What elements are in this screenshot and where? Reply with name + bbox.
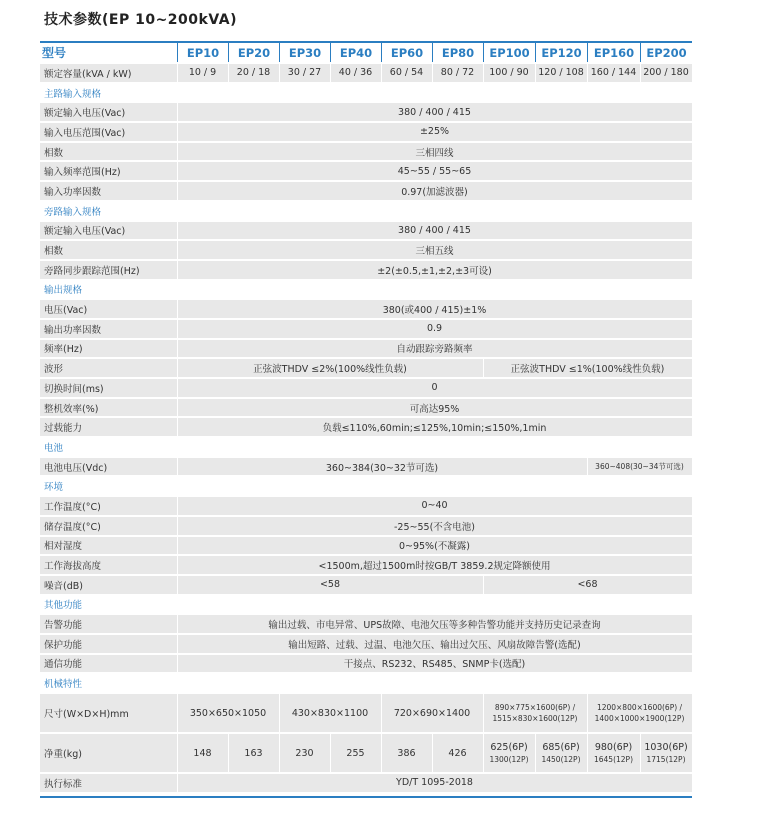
size-value: 720×690×1400 <box>381 694 483 732</box>
section-title: 其他功能 <box>40 596 692 614</box>
spec-value: 输出短路、过载、过温、电池欠压、输出过欠压、风扇故障告警(选配) <box>177 635 692 653</box>
model-ep100: EP100 <box>483 43 535 62</box>
spec-value: 正弦波THDV ≤2%(100%线性负载) <box>177 359 483 377</box>
spec-row <box>40 300 692 318</box>
spec-value: 45~55 / 55~65 <box>177 162 692 180</box>
spec-row <box>40 241 692 259</box>
model-ep120: EP120 <box>535 43 587 62</box>
capacity-value: 10 / 9 <box>177 64 228 82</box>
capacity-value: 40 / 36 <box>330 64 381 82</box>
spec-label: 切换时间(ms) <box>40 379 177 397</box>
weight-value-line: 1645(12P) <box>593 755 633 764</box>
standard-label: 执行标准 <box>40 774 177 792</box>
standard-value: YD/T 1095-2018 <box>177 774 692 792</box>
weight-value <box>535 734 587 772</box>
weight-value-line: 1300(12P) <box>489 755 529 764</box>
model-ep160: EP160 <box>587 43 640 62</box>
size-value <box>483 694 587 732</box>
spec-value: ±25% <box>177 123 692 141</box>
spec-label: 电压(Vac) <box>40 300 177 318</box>
size-value-line: 1200×800×1600(6P) / <box>596 703 683 712</box>
section-mechanical <box>40 674 692 692</box>
spec-label: 电池电压(Vdc) <box>40 458 177 476</box>
spec-value: 自动跟踪旁路频率 <box>177 340 692 358</box>
spec-table <box>40 41 692 794</box>
spec-row <box>40 379 692 397</box>
weight-value <box>483 734 535 772</box>
spec-row <box>40 103 692 121</box>
section-title: 旁路输入规格 <box>40 202 692 220</box>
section-main-input <box>40 84 692 102</box>
spec-label: 额定输入电压(Vac) <box>40 222 177 240</box>
spec-label: 输入功率因数 <box>40 182 177 200</box>
spec-row <box>40 497 692 515</box>
spec-value: 0 <box>177 379 692 397</box>
weight-value: 148 <box>177 734 228 772</box>
section-environment <box>40 477 692 495</box>
size-value <box>587 694 692 732</box>
spec-row <box>40 359 692 377</box>
spec-value: -25~55(不含电池) <box>177 517 692 535</box>
spec-label: 保护功能 <box>40 635 177 653</box>
section-output <box>40 281 692 299</box>
capacity-value: 160 / 144 <box>587 64 640 82</box>
section-battery <box>40 438 692 456</box>
section-title: 输出规格 <box>40 281 692 299</box>
bottom-rule <box>40 796 692 798</box>
spec-row <box>40 340 692 358</box>
spec-row <box>40 418 692 436</box>
size-label: 尺寸(W×D×H)mm <box>40 694 177 732</box>
spec-row <box>40 123 692 141</box>
capacity-label: 额定容量(kVA / kW) <box>40 64 177 82</box>
spec-label: 噪音(dB) <box>40 576 177 594</box>
weight-value: 426 <box>432 734 483 772</box>
spec-label: 旁路同步跟踪范围(Hz) <box>40 261 177 279</box>
model-header-row <box>40 43 692 62</box>
size-value-line: 890×775×1600(6P) / <box>494 703 576 712</box>
spec-value: 0.97(加滤波器) <box>177 182 692 200</box>
spec-row <box>40 162 692 180</box>
section-title: 电池 <box>40 438 692 456</box>
spec-label: 过载能力 <box>40 418 177 436</box>
section-title: 机械特性 <box>40 674 692 692</box>
spec-value: 正弦波THDV ≤1%(100%线性负载) <box>483 359 692 377</box>
size-value-line: 1515×830×1600(12P) <box>492 714 578 723</box>
spec-row <box>40 399 692 417</box>
size-value: 430×830×1100 <box>279 694 381 732</box>
weight-value-line: 685(6P) <box>542 742 580 753</box>
spec-label: 告警功能 <box>40 615 177 633</box>
spec-label: 整机效率(%) <box>40 399 177 417</box>
spec-label: 工作海拔高度 <box>40 556 177 574</box>
capacity-value: 200 / 180 <box>640 64 692 82</box>
spec-row <box>40 320 692 338</box>
spec-row <box>40 635 692 653</box>
spec-value: 360~408(30~34节可选) <box>587 458 692 476</box>
weight-value <box>640 734 692 772</box>
capacity-value: 100 / 90 <box>483 64 535 82</box>
spec-value: 负载≤110%,60min;≤125%,10min;≤150%,1min <box>177 418 692 436</box>
spec-label: 工作温度(°C) <box>40 497 177 515</box>
capacity-value: 30 / 27 <box>279 64 330 82</box>
weight-value: 163 <box>228 734 279 772</box>
weight-value: 230 <box>279 734 330 772</box>
spec-label: 输入频率范围(Hz) <box>40 162 177 180</box>
weight-value: 255 <box>330 734 381 772</box>
spec-value: <68 <box>483 576 692 594</box>
spec-value: 输出过载、市电异常、UPS故障、电池欠压等多种告警功能并支持历史记录查询 <box>177 615 692 633</box>
weight-value-line: 1030(6P) <box>644 742 688 753</box>
spec-label: 输出功率因数 <box>40 320 177 338</box>
capacity-value: 20 / 18 <box>228 64 279 82</box>
spec-row <box>40 615 692 633</box>
size-value: 350×650×1050 <box>177 694 279 732</box>
model-ep60: EP60 <box>381 43 432 62</box>
weight-label: 净重(kg) <box>40 734 177 772</box>
spec-label: 相数 <box>40 241 177 259</box>
model-ep80: EP80 <box>432 43 483 62</box>
spec-value: 0~95%(不凝露) <box>177 537 692 555</box>
spec-row <box>40 222 692 240</box>
weight-value <box>587 734 640 772</box>
model-header-label: 型号 <box>40 43 177 62</box>
spec-value: 380(或400 / 415)±1% <box>177 300 692 318</box>
spec-row <box>40 143 692 161</box>
model-ep30: EP30 <box>279 43 330 62</box>
spec-row <box>40 182 692 200</box>
spec-row <box>40 458 692 476</box>
spec-row <box>40 261 692 279</box>
weight-value: 386 <box>381 734 432 772</box>
capacity-value: 60 / 54 <box>381 64 432 82</box>
spec-value: <58 <box>177 576 483 594</box>
section-title: 环境 <box>40 477 692 495</box>
spec-value: 三相五线 <box>177 241 692 259</box>
spec-value: ±2(±0.5,±1,±2,±3可设) <box>177 261 692 279</box>
spec-value: 380 / 400 / 415 <box>177 103 692 121</box>
capacity-value: 80 / 72 <box>432 64 483 82</box>
spec-label: 储存温度(°C) <box>40 517 177 535</box>
weight-value-line: 1450(12P) <box>541 755 581 764</box>
spec-value: 360~384(30~32节可选) <box>177 458 587 476</box>
weight-value-line: 980(6P) <box>594 742 633 753</box>
model-ep20: EP20 <box>228 43 279 62</box>
model-ep10: EP10 <box>177 43 228 62</box>
spec-label: 波形 <box>40 359 177 377</box>
spec-label: 相数 <box>40 143 177 161</box>
section-title: 主路输入规格 <box>40 84 692 102</box>
section-bypass-input <box>40 202 692 220</box>
spec-row <box>40 576 692 594</box>
size-value-line: 1400×1000×1900(12P) <box>594 714 685 723</box>
spec-value: 可高达95% <box>177 399 692 417</box>
model-ep40: EP40 <box>330 43 381 62</box>
spec-label: 相对湿度 <box>40 537 177 555</box>
model-ep200: EP200 <box>640 43 692 62</box>
spec-label: 通信功能 <box>40 655 177 673</box>
capacity-value: 120 / 108 <box>535 64 587 82</box>
spec-row <box>40 537 692 555</box>
spec-row <box>40 517 692 535</box>
spec-value: 0~40 <box>177 497 692 515</box>
spec-row <box>40 556 692 574</box>
spec-value: 0.9 <box>177 320 692 338</box>
spec-label: 频率(Hz) <box>40 340 177 358</box>
weight-value-line: 625(6P) <box>490 742 528 753</box>
spec-value: 380 / 400 / 415 <box>177 222 692 240</box>
weight-row <box>40 734 692 772</box>
spec-value: <1500m,超过1500m时按GB/T 3859.2规定降额使用 <box>177 556 692 574</box>
standard-row <box>40 774 692 792</box>
spec-row <box>40 655 692 673</box>
spec-table-wrap <box>40 41 692 794</box>
spec-value: 干接点、RS232、RS485、SNMP卡(选配) <box>177 655 692 673</box>
spec-value: 三相四线 <box>177 143 692 161</box>
spec-label: 额定输入电压(Vac) <box>40 103 177 121</box>
document-title: 技术参数(EP 10~200kVA) <box>44 12 237 28</box>
size-row <box>40 694 692 732</box>
weight-value-line: 1715(12P) <box>646 755 686 764</box>
capacity-row <box>40 64 692 82</box>
section-other <box>40 596 692 614</box>
spec-label: 输入电压范围(Vac) <box>40 123 177 141</box>
